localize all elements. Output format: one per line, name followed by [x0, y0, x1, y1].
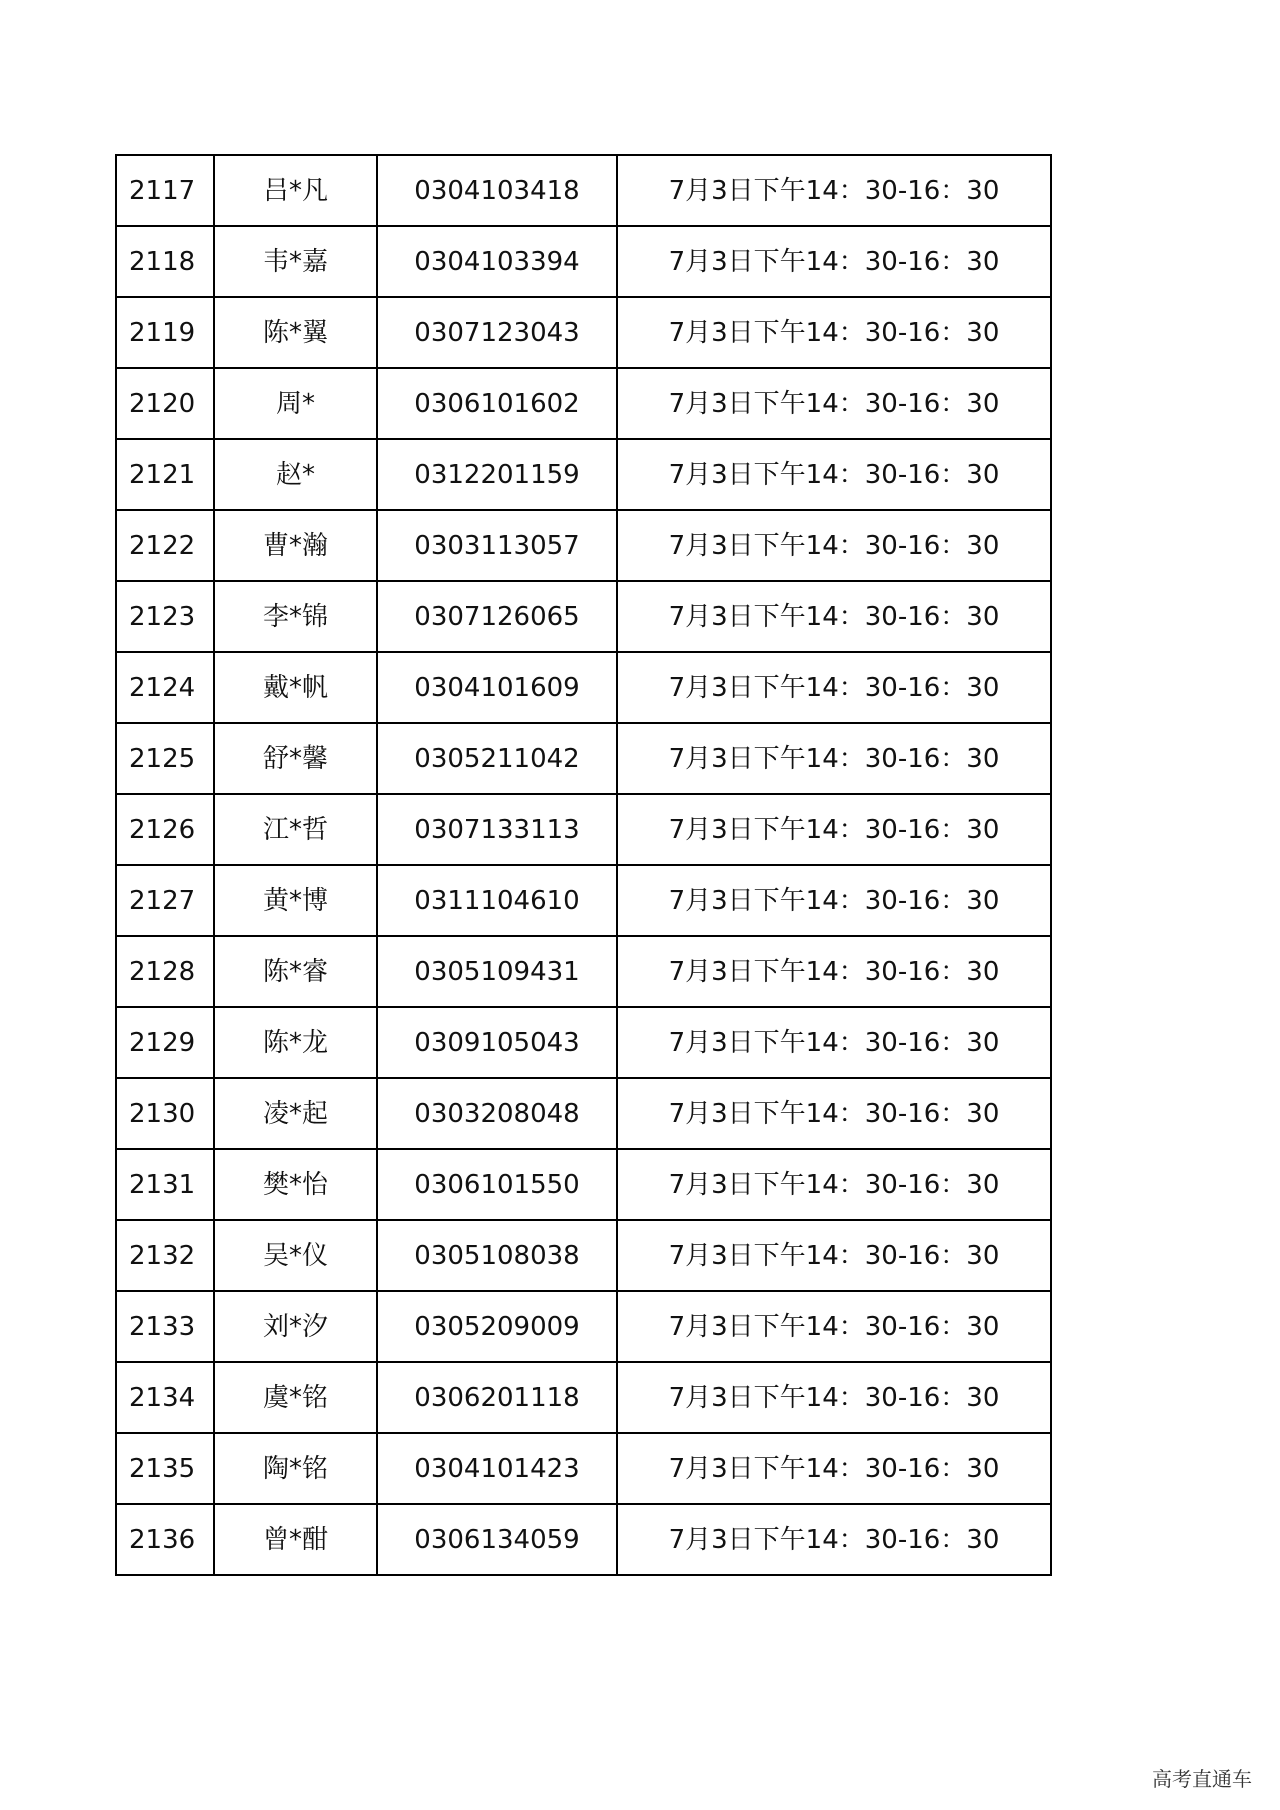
name-cell: 陈*龙 — [214, 1007, 377, 1078]
seq-cell: 2119 — [116, 297, 214, 368]
name-cell: 陈*睿 — [214, 936, 377, 1007]
seq-cell: 2136 — [116, 1504, 214, 1575]
seq-cell: 2126 — [116, 794, 214, 865]
seq-cell: 2132 — [116, 1220, 214, 1291]
time-cell: 7月3日下午14：30-16：30 — [617, 865, 1051, 936]
seq-cell: 2129 — [116, 1007, 214, 1078]
table-row — [116, 226, 1051, 297]
name-cell: 曹*瀚 — [214, 510, 377, 581]
name-cell: 周* — [214, 368, 377, 439]
name-cell: 舒*馨 — [214, 723, 377, 794]
table-body — [116, 155, 1051, 1575]
table-row — [116, 581, 1051, 652]
time-cell: 7月3日下午14：30-16：30 — [617, 1504, 1051, 1575]
time-cell: 7月3日下午14：30-16：30 — [617, 1007, 1051, 1078]
table-row — [116, 510, 1051, 581]
table-row — [116, 794, 1051, 865]
id-cell: 0303208048 — [377, 1078, 617, 1149]
id-cell: 0306101550 — [377, 1149, 617, 1220]
time-cell: 7月3日下午14：30-16：30 — [617, 226, 1051, 297]
table-row — [116, 155, 1051, 226]
time-cell: 7月3日下午14：30-16：30 — [617, 794, 1051, 865]
table-row — [116, 1433, 1051, 1504]
table-row — [116, 439, 1051, 510]
table-row — [116, 1504, 1051, 1575]
name-cell: 黄*博 — [214, 865, 377, 936]
schedule-table — [115, 154, 1052, 1576]
name-cell: 吕*凡 — [214, 155, 377, 226]
id-cell: 0307123043 — [377, 297, 617, 368]
name-cell: 陈*翼 — [214, 297, 377, 368]
seq-cell: 2135 — [116, 1433, 214, 1504]
time-cell: 7月3日下午14：30-16：30 — [617, 1433, 1051, 1504]
time-cell: 7月3日下午14：30-16：30 — [617, 936, 1051, 1007]
id-cell: 0304101423 — [377, 1433, 617, 1504]
table-row — [116, 1078, 1051, 1149]
time-cell: 7月3日下午14：30-16：30 — [617, 723, 1051, 794]
name-cell: 刘*汐 — [214, 1291, 377, 1362]
id-cell: 0306101602 — [377, 368, 617, 439]
id-cell: 0304103394 — [377, 226, 617, 297]
name-cell: 凌*起 — [214, 1078, 377, 1149]
name-cell: 虞*铭 — [214, 1362, 377, 1433]
time-cell: 7月3日下午14：30-16：30 — [617, 439, 1051, 510]
name-cell: 李*锦 — [214, 581, 377, 652]
id-cell: 0303113057 — [377, 510, 617, 581]
id-cell: 0311104610 — [377, 865, 617, 936]
table-row — [116, 1291, 1051, 1362]
time-cell: 7月3日下午14：30-16：30 — [617, 368, 1051, 439]
table-row — [116, 723, 1051, 794]
table-row — [116, 368, 1051, 439]
seq-cell: 2127 — [116, 865, 214, 936]
name-cell: 樊*怡 — [214, 1149, 377, 1220]
seq-cell: 2134 — [116, 1362, 214, 1433]
seq-cell: 2120 — [116, 368, 214, 439]
name-cell: 曾*酣 — [214, 1504, 377, 1575]
id-cell: 0305209009 — [377, 1291, 617, 1362]
seq-cell: 2121 — [116, 439, 214, 510]
name-cell: 韦*嘉 — [214, 226, 377, 297]
table-row — [116, 865, 1051, 936]
time-cell: 7月3日下午14：30-16：30 — [617, 1291, 1051, 1362]
seq-cell: 2128 — [116, 936, 214, 1007]
seq-cell: 2130 — [116, 1078, 214, 1149]
id-cell: 0307133113 — [377, 794, 617, 865]
table-row — [116, 1149, 1051, 1220]
seq-cell: 2117 — [116, 155, 214, 226]
name-cell: 戴*帆 — [214, 652, 377, 723]
id-cell: 0305109431 — [377, 936, 617, 1007]
id-cell: 0306201118 — [377, 1362, 617, 1433]
name-cell: 江*哲 — [214, 794, 377, 865]
id-cell: 0305108038 — [377, 1220, 617, 1291]
table-row — [116, 652, 1051, 723]
id-cell: 0309105043 — [377, 1007, 617, 1078]
id-cell: 0305211042 — [377, 723, 617, 794]
name-cell: 吴*仪 — [214, 1220, 377, 1291]
seq-cell: 2131 — [116, 1149, 214, 1220]
time-cell: 7月3日下午14：30-16：30 — [617, 1149, 1051, 1220]
name-cell: 陶*铭 — [214, 1433, 377, 1504]
time-cell: 7月3日下午14：30-16：30 — [617, 652, 1051, 723]
table-row — [116, 1362, 1051, 1433]
id-cell: 0304101609 — [377, 652, 617, 723]
watermark: 高考直通车 — [1152, 1767, 1252, 1791]
id-cell: 0304103418 — [377, 155, 617, 226]
time-cell: 7月3日下午14：30-16：30 — [617, 1362, 1051, 1433]
seq-cell: 2118 — [116, 226, 214, 297]
id-cell: 0307126065 — [377, 581, 617, 652]
seq-cell: 2122 — [116, 510, 214, 581]
seq-cell: 2124 — [116, 652, 214, 723]
id-cell: 0312201159 — [377, 439, 617, 510]
time-cell: 7月3日下午14：30-16：30 — [617, 1220, 1051, 1291]
name-cell: 赵* — [214, 439, 377, 510]
time-cell: 7月3日下午14：30-16：30 — [617, 1078, 1051, 1149]
table-row — [116, 1007, 1051, 1078]
id-cell: 0306134059 — [377, 1504, 617, 1575]
table-row — [116, 297, 1051, 368]
time-cell: 7月3日下午14：30-16：30 — [617, 581, 1051, 652]
table-row — [116, 936, 1051, 1007]
time-cell: 7月3日下午14：30-16：30 — [617, 297, 1051, 368]
table-row — [116, 1220, 1051, 1291]
seq-cell: 2133 — [116, 1291, 214, 1362]
seq-cell: 2123 — [116, 581, 214, 652]
time-cell: 7月3日下午14：30-16：30 — [617, 155, 1051, 226]
seq-cell: 2125 — [116, 723, 214, 794]
time-cell: 7月3日下午14：30-16：30 — [617, 510, 1051, 581]
